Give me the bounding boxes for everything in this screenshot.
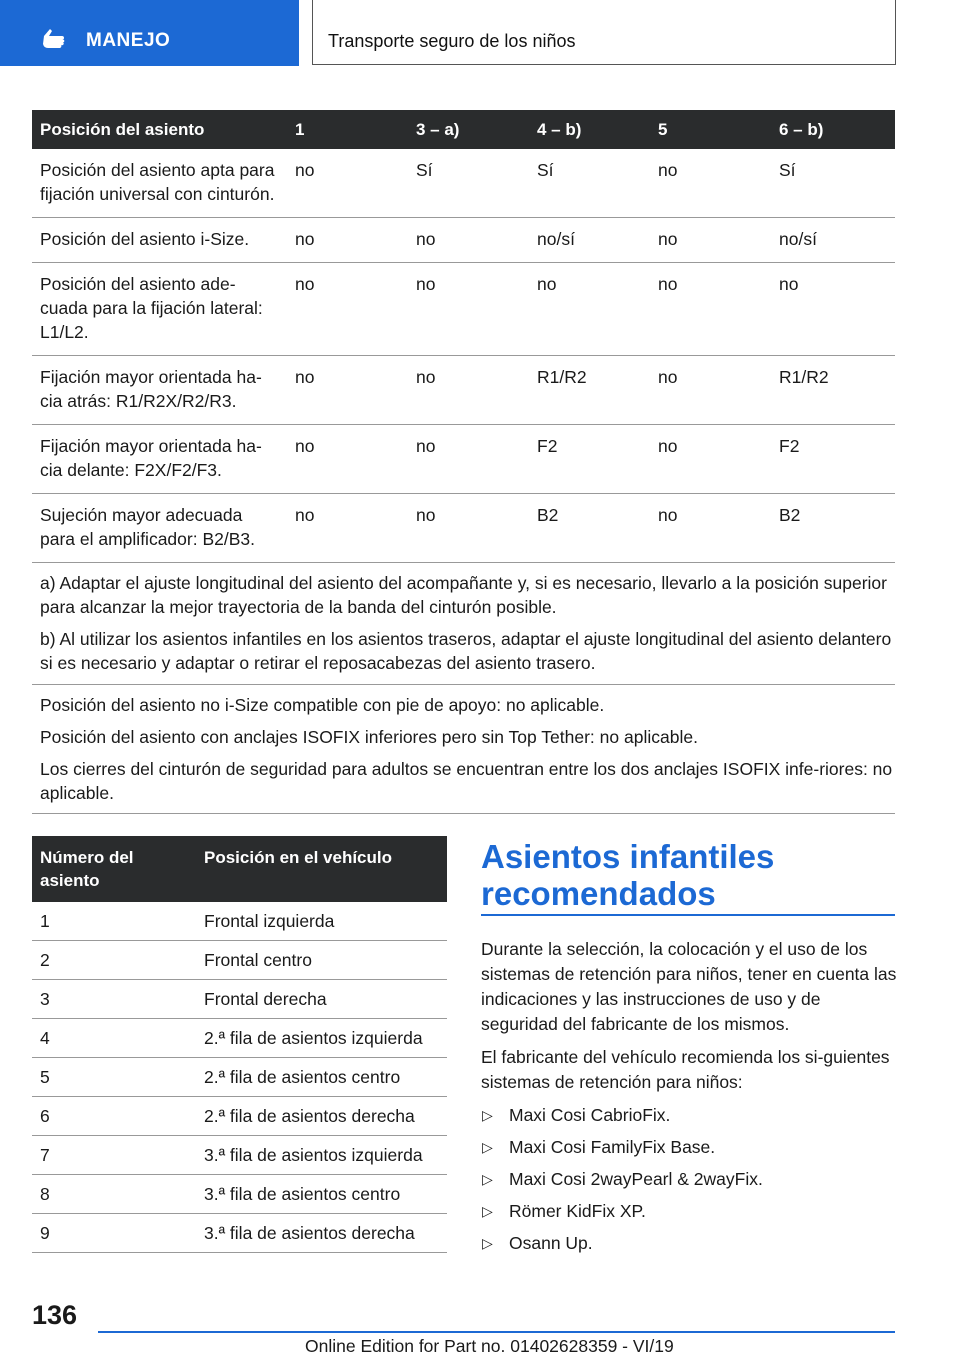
table-row	[32, 1019, 447, 1058]
table-row	[32, 356, 895, 425]
table-cell: 9	[32, 1214, 196, 1253]
table-row	[32, 1097, 447, 1136]
seat-position-table	[32, 836, 447, 1253]
table-header-row	[32, 836, 447, 902]
table-cell: Posición del asiento i-Size.	[32, 218, 287, 263]
table-cell: no	[287, 356, 408, 425]
table-row	[32, 425, 895, 494]
table-cell: 4	[32, 1019, 196, 1058]
table-cell: F2	[529, 425, 650, 494]
table-cell: 2.ª fila de asientos centro	[196, 1058, 447, 1097]
table-row	[32, 1058, 447, 1097]
table-cell: no	[287, 494, 408, 563]
table-cell: no	[650, 218, 771, 263]
table-cell: no	[650, 263, 771, 356]
section-heading-line: recomendados	[481, 875, 716, 912]
table-cell: no	[408, 356, 529, 425]
note: Posición del asiento con anclajes ISOFIX inferiores pero sin Top Tether: no aplicable.	[40, 727, 698, 747]
triangle-bullet-icon: ▷	[482, 1139, 493, 1155]
triangle-bullet-icon: ▷	[482, 1171, 493, 1187]
table-cell: Sí	[529, 149, 650, 218]
table-row	[32, 980, 447, 1019]
table-cell: Frontal izquierda	[196, 902, 447, 941]
table-cell: no/sí	[529, 218, 650, 263]
table-cell: Frontal derecha	[196, 980, 447, 1019]
triangle-bullet-icon: ▷	[482, 1235, 493, 1251]
table-cell: no	[408, 218, 529, 263]
column-header: Número del asiento	[32, 836, 196, 902]
list-item-label: Osann Up.	[509, 1233, 593, 1253]
table-row	[32, 494, 895, 563]
table-cell: 3	[32, 980, 196, 1019]
table-cell: B2	[529, 494, 650, 563]
section-heading-line: Asientos infantiles	[481, 838, 775, 875]
footnote-a: a) Adaptar el ajuste longitudinal del asiento del acompañante y, si es necesario, llevarlo a la posición superior para alcanzar la mejor trayectoria de la banda del cinturón posible.	[40, 573, 887, 617]
table-cell: no	[287, 263, 408, 356]
table-row	[32, 1136, 447, 1175]
note: Los cierres del cinturón de seguridad para adultos se encuentran entre los dos anclajes ISOFIX infe-riores: no aplicable.	[40, 759, 893, 803]
page-title: Transporte seguro de los niños	[328, 31, 576, 51]
table-cell: no	[287, 218, 408, 263]
list-item-label: Maxi Cosi 2wayPearl & 2wayFix.	[509, 1169, 763, 1189]
footer-divider	[98, 1331, 895, 1333]
header-title-box	[312, 0, 896, 65]
table-cell: no	[408, 494, 529, 563]
table-cell: R1/R2	[771, 356, 895, 425]
column-header: 1	[287, 110, 408, 149]
list-item	[481, 1135, 899, 1160]
triangle-bullet-icon: ▷	[482, 1107, 493, 1123]
table-cell: no	[529, 263, 650, 356]
note: Posición del asiento no i-Size compatible con pie de apoyo: no aplicable.	[40, 695, 605, 715]
table-cell: 6	[32, 1097, 196, 1136]
column-header: 3 – a)	[408, 110, 529, 149]
table-row	[32, 1214, 447, 1253]
table-cell: 7	[32, 1136, 196, 1175]
table-cell: Posición del asiento apta para fijación universal con cinturón.	[32, 149, 287, 218]
footnotes	[32, 571, 895, 685]
list-item-label: Maxi Cosi CabrioFix.	[509, 1105, 671, 1125]
table-cell: no	[650, 149, 771, 218]
table-cell: Sujeción mayor adecuada para el amplificador: B2/B3.	[32, 494, 287, 563]
table-cell: 3.ª fila de asientos izquierda	[196, 1136, 447, 1175]
seat-suitability-table	[32, 110, 895, 563]
list-item	[481, 1231, 899, 1256]
column-header: 5	[650, 110, 771, 149]
table-cell: no	[650, 425, 771, 494]
section-body	[481, 937, 899, 1263]
table-row	[32, 1175, 447, 1214]
table-cell: no/sí	[771, 218, 895, 263]
table-cell: 3.ª fila de asientos derecha	[196, 1214, 447, 1253]
table-cell: 1	[32, 902, 196, 941]
table-cell: no	[650, 494, 771, 563]
table-cell: 2.ª fila de asientos izquierda	[196, 1019, 447, 1058]
table-cell: no	[650, 356, 771, 425]
table-cell: Fijación mayor orientada ha-cia atrás: R1/R2X/R2/R3.	[32, 356, 287, 425]
table-row	[32, 149, 895, 218]
table-row	[32, 941, 447, 980]
page-number: 136	[32, 1300, 78, 1330]
list-item-label: Maxi Cosi FamilyFix Base.	[509, 1137, 716, 1157]
edition-note: Online Edition for Part no. 01402628359 - VI/19	[305, 1336, 674, 1356]
section-divider	[481, 914, 895, 916]
table-cell: Posición del asiento ade-cuada para la fijación lateral: L1/L2.	[32, 263, 287, 356]
table-cell: no	[408, 263, 529, 356]
table-cell: Sí	[408, 149, 529, 218]
list-item	[481, 1199, 899, 1224]
recommended-seat-list	[481, 1103, 899, 1256]
applicability-notes	[32, 693, 895, 814]
triangle-bullet-icon: ▷	[482, 1203, 493, 1219]
table-cell: no	[408, 425, 529, 494]
list-item	[481, 1103, 899, 1128]
table-cell: F2	[771, 425, 895, 494]
hand-icon	[40, 26, 66, 50]
table-cell: 3.ª fila de asientos centro	[196, 1175, 447, 1214]
table-cell: 2	[32, 941, 196, 980]
table-cell: no	[287, 425, 408, 494]
table-cell: 8	[32, 1175, 196, 1214]
list-item-label: Römer KidFix XP.	[509, 1201, 646, 1221]
table-cell: no	[771, 263, 895, 356]
column-header: 4 – b)	[529, 110, 650, 149]
paragraph: El fabricante del vehículo recomienda los si-guientes sistemas de retención para niños:	[481, 1047, 890, 1092]
section-label: MANEJO	[86, 30, 171, 51]
table-cell: 5	[32, 1058, 196, 1097]
table-cell: no	[287, 149, 408, 218]
table-header-row	[32, 110, 895, 149]
footnote-b: b) Al utilizar los asientos infantiles en los asientos traseros, adaptar el ajuste longitudinal del asiento delantero si es necesario y adaptar o retirar el reposacabezas del asiento trasero.	[40, 629, 892, 673]
table-cell: B2	[771, 494, 895, 563]
table-cell: Frontal centro	[196, 941, 447, 980]
table-row	[32, 902, 447, 941]
table-cell: Fijación mayor orientada ha-cia delante: F2X/F2/F3.	[32, 425, 287, 494]
paragraph: Durante la selección, la colocación y el uso de los sistemas de retención para niños, tener en cuenta las indicaciones y las instrucciones de uso y de seguridad del fabricante de los mismos.	[481, 939, 897, 1034]
section-heading	[481, 838, 774, 912]
table-cell: 2.ª fila de asientos derecha	[196, 1097, 447, 1136]
section-tab	[0, 0, 299, 66]
list-item	[481, 1167, 899, 1192]
table-cell: R1/R2	[529, 356, 650, 425]
table-row	[32, 218, 895, 263]
table-cell: Sí	[771, 149, 895, 218]
column-header: Posición en el vehículo	[196, 836, 447, 902]
table-row	[32, 263, 895, 356]
column-header: 6 – b)	[771, 110, 895, 149]
column-header: Posición del asiento	[32, 110, 287, 149]
